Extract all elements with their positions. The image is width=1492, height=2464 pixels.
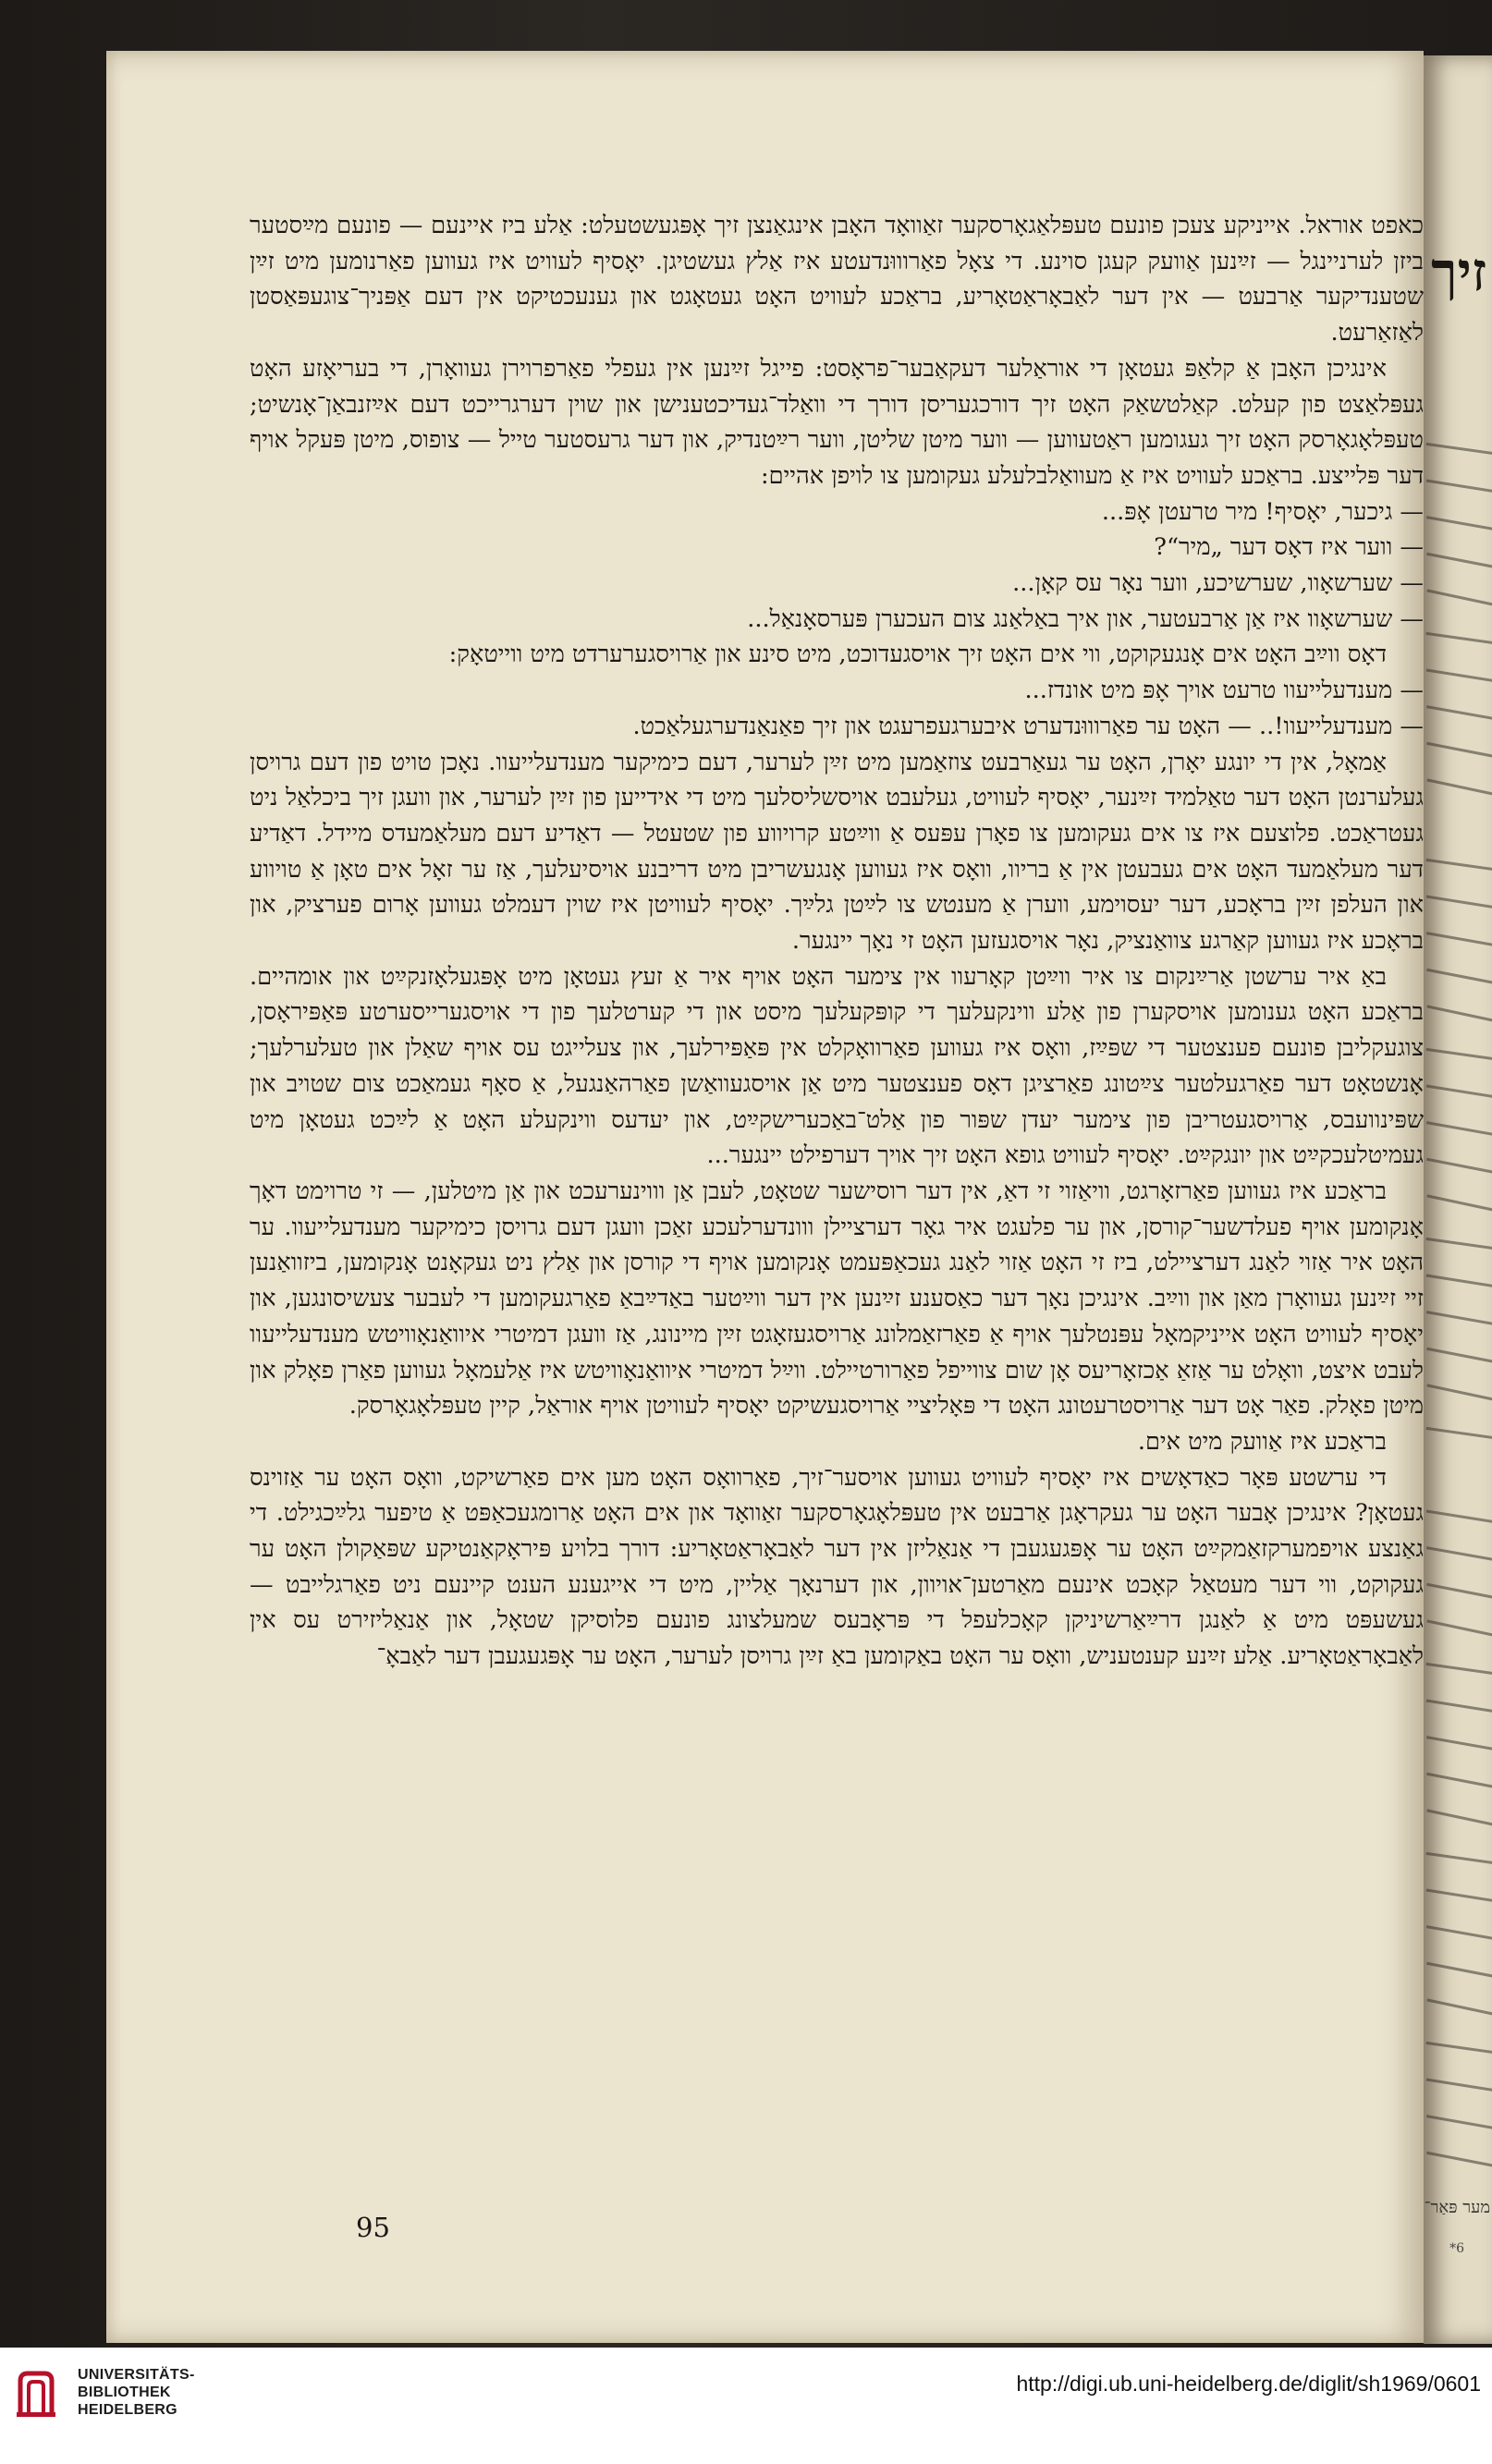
next-page-text-line bbox=[1426, 1158, 1492, 1175]
next-page-text-line bbox=[1426, 1384, 1492, 1402]
next-page-text-line bbox=[1426, 2079, 1492, 2092]
next-page-text-line bbox=[1426, 1085, 1492, 1099]
next-page-text-line bbox=[1426, 2152, 1492, 2168]
next-page-text-line bbox=[1426, 1889, 1492, 1903]
next-page-text-line bbox=[1426, 1048, 1492, 1061]
next-page-text-line bbox=[1426, 589, 1492, 607]
next-page-text-line bbox=[1426, 1510, 1492, 1524]
next-page-text-line bbox=[1426, 705, 1492, 721]
next-page-text-line bbox=[1426, 632, 1492, 645]
next-page-text-line bbox=[1426, 1121, 1492, 1137]
next-page-text-line bbox=[1426, 1809, 1492, 1827]
next-page-number: 6* bbox=[1449, 2241, 1464, 2256]
paragraph: כאפט אוראל. אייניקע צעכן פונעם טעפּלאַגאָרסקער זאַוואָד האָבן אינגאַנצן זיך אָפּגעשטעלט: אַלע ביז איינעם — פונעם מײַסטער ביזן לערניינגל — זײַנען אַוועק קעגן סוינע. די צאָל פאַרוווּנדעטע איז אַלץ געשטיגן. יאָסיף לעוויט איז געווען פאַרנומען מיט זײַן שטענדיקער אַרבעט — אין דער לאַבאָראַטאָריע, בראַכע לעוויט האָט געטאָגט און גענעכטיקט אין דעם אַפּניך־צוגעפּאַסטן לאַזאַרעט. bbox=[250, 212, 1424, 348]
library-name-line-2: BIBLIOTHEK bbox=[78, 2385, 171, 2400]
next-page-text-line bbox=[1426, 1700, 1492, 1714]
body-text bbox=[250, 208, 1424, 1675]
next-page-text-line bbox=[1426, 1275, 1492, 1288]
next-page-text-line bbox=[1426, 1619, 1492, 1638]
next-page-text-line bbox=[1426, 1005, 1492, 1023]
paragraph: בראַכע איז געווען פאַרזאָרגט, וויאַזוי זי דאַ, אין דער רוסישער שטאָט, לעבן אַן וווינערעכט און אַן מיטלען, — זי טרוימט דאָך אָנקומען אויף פעלדשער־קורסן, און ער פלעגט איר גאָר דערציילן ווונדערלעכע זאַכן וועגן דעם גרויסן כימיקער מענדעלייעוו. ער האָט איר אַזוי לאַנג דערציילט, ביז זי האָט אַזוי לאַנג געכאַפּעמט אָנקומען אויף די קורסן און אַלץ ניט געקאָנט אָנקומען, ביזוואַנען זיי זײַנען געוואָרן מאַן און ווײַב. אינגיכן נאָך דער כאַסענע זײַנען אין דער ווײַטער באַדײַבאַ פאַרגעקומען די לעבער צעשיסונגען, און יאָסיף לעוויט האָט אייניקמאָל עפּנטלעך אויף אַ פאַרזאַמלונג אַרויסגעזאָגט זײַן מיינונג, אַז וועגן דמיטרי איוואַנאָוויטש מענדעלייעוו לעבט איצט, וואָלט ער אַזאַ אַכזאָריעס אָן שום צווייפל פאַרורטיילט. ווײַל דמיטרי איוואַנאָוויטש איז אַלעמאָל געווען פאַרן פאָלק און מיטן פאָלק. פאַר אָט דער אַרויסטרעטונג האָט די פּאָליציי אַרויסגעשיקט יאָסיף לעוויטן אויף אוראַל, קיין טעפּלאָגאָרסק. bbox=[250, 1177, 1424, 1421]
next-page-bottom-text: מער פּאַר־ bbox=[1424, 2198, 1490, 2217]
next-page-text-line bbox=[1426, 516, 1492, 531]
next-page-text-line bbox=[1426, 1663, 1492, 1676]
footer-bar bbox=[0, 2348, 1492, 2464]
university-library-logo bbox=[13, 2368, 59, 2420]
next-page-text-line bbox=[1426, 932, 1492, 947]
next-page-fragment bbox=[1424, 55, 1492, 2344]
next-page-text-line bbox=[1426, 1546, 1492, 1562]
next-page-text-line bbox=[1426, 1311, 1492, 1326]
next-page-text-line bbox=[1426, 1773, 1492, 1789]
book-page bbox=[106, 51, 1424, 2343]
dialogue-line: — מענדעלייעוו טרעט אויך אָפּ מיט אונדז... bbox=[1024, 677, 1424, 705]
library-name-line-1: UNIVERSITÄTS- bbox=[78, 2367, 195, 2383]
next-page-text-line bbox=[1426, 669, 1492, 683]
next-page-text-line bbox=[1426, 859, 1492, 872]
next-page-text-line bbox=[1426, 1998, 1492, 2017]
dialogue-line: — מענדעלייעוו!.. — האָט ער פאַרוווּנדערט איבערגעפרעגט און זיך פאַנאַנדערגעלאַכט. bbox=[632, 712, 1424, 740]
paragraph: באַ איר ערשטן אַרײַנקום צו איר ווײַטן קאָרעוו אין צימער האָט אויף איר אַ זעץ געטאָן מיט אָפּגעלאָזנקײַט און אומהיים. בראַכע האָט גענומען אויסקערן פון אַלע ווינקעלעך די קופּקעלעך מיסט און די קערטלעך פון די אויסגערייסערטע פּאַפּיראָסן, צוגעקליבן פונעם פענצטער די שפּײַז, וואָס איז געווען פאַרוואָקלט אין פּאַפּירלעך, און צעלייגט עס אויף שאַלן און טעלערלעך; אָנשטאָט דער פאַרגעלטער צײַטונג פאַרציגן דאָס פענצטער מיט אַן אויסגעוואַשן פאַרהאַנגעל, אַ סאָף געמאַכט צום שטויב און שפּינוועבס, אַרויסגעטריבן פון צימער יעדן שפּור פון אַלט־באַכערישקײַט, און יעדעס ווינקעלע האָט אַ לײַכט געטאָן מיט געמיטלעכקײַט און יונגקײַט. יאָסיף לעוויט גופא האָט זיך אויך דערפילט יינגער... bbox=[250, 962, 1424, 1170]
next-page-text-line bbox=[1426, 1736, 1492, 1751]
next-page-text-line bbox=[1426, 1348, 1492, 1364]
next-page-text-line bbox=[1426, 553, 1492, 569]
next-page-text-line bbox=[1426, 2115, 1492, 2130]
dialogue-line: — גיכער, יאָסיף! מיר טרעטן אָפּ... bbox=[1101, 497, 1424, 526]
paragraph: בראַכע איז אַוועק מיט אים. bbox=[1137, 1427, 1387, 1456]
next-page-text-line bbox=[1426, 969, 1492, 985]
next-page-text-line bbox=[1426, 1852, 1492, 1865]
next-page-text-line bbox=[1426, 778, 1492, 797]
paragraph: דאָס ווײַב האָט אים אָנגעקוקט, ווי אים האָט זיך אויסגעדוכט, מיט סינע און אַרויסגערערדט מיט ווייטאָק: bbox=[448, 640, 1387, 669]
dialogue-line: — שערשאָוו איז אַן אַרבעטער, און איך באַלאַנג צום העכערן פּערסאָנאַל... bbox=[747, 604, 1424, 633]
library-name-line-3: HEIDELBERG bbox=[78, 2402, 177, 2418]
permalink-url[interactable]: http://digi.ub.uni-heidelberg.de/diglit/sh1969/0601 bbox=[1016, 2372, 1481, 2396]
next-page-text-line bbox=[1426, 1925, 1492, 1941]
paragraph: אַמאָל, אין די יונגע יאָרן, האָט ער געאַרבעט צוזאַמען מיט זײַן לערער, דעם כימיקער מענדעלייעוו. נאָכן טויט פון דעם גרויסן געלערנטן האָט דער טאַלמיד זײַנער, יאָסיף לעוויט, געלעבט אויסשליסלעך מיט די אידייען פון זײַן לערער, און וועגן זיך ביכלאַל ניט געטראַכט. פלוצעם איז צו אים געקומען צו פאָרן עפּעס אַ ווײַטע קרויווע פון שטעטל — דאַדיע דעם מעלאַמעדס מיידל. דאַדיע דער מעלאַמעד האָט אים געבעטן אין אַ בריוו, וואָס איז געווען אָנגעשריבן מיט דריבנע אויסיעלעך, אַז ער זאָל אים טאָן אַ טויווע און העלפן זײַן בראָכע, דער יעסוימע, ווערן אַ מענטש צו לײַטן גלײַך. יאָסיף לעוויטן איז שוין דעמלט געווען אָרום פערציק, און בראָכע איז געווען קאַרגע צוואַנציק, נאָר אויסגעזען האָט זי נאָך יינגער. bbox=[250, 748, 1424, 956]
dialogue-line: — ווער איז דאָס דער „מיר“? bbox=[1154, 533, 1424, 562]
next-page-text-line bbox=[1426, 1194, 1492, 1213]
next-page-text-line bbox=[1426, 1583, 1492, 1600]
paragraph: אינגיכן האָבן אַ קלאַפּ געטאָן די אוראַלער דעקאַבער־פראָסט: פייגל זײַנען אין געפלי פאַרפרוירן געוואָרן, די בעריאָזע האָט געפּלאַצט פון קעלט. קאַלטשאַק האָט זיך דורכגעריסן דורך די וואַלד־געדיכטענישן און שוין דערגרייכט דעם אײַזנבאַן־אָנשיט; טעפּלאָגאָרסק האָט זיך געגומען ראַטעווען — ווער מיטן שליטן, ווער רײַטנדיק, און דער גרעסטער טייל — צופוס, מיטן פּעקל אויף דער פּלייצע. בראַכע לעוויט איז אַ מעוואַלבלעלע געקומען צו לויפן אהיים: bbox=[250, 354, 1424, 490]
dialogue-line: — שערשאָוו, שערשיכע, ווער נאָר עס קאָן... bbox=[1012, 569, 1424, 598]
page-number: 95 bbox=[356, 2212, 390, 2243]
next-page-text-line bbox=[1426, 896, 1492, 909]
next-page-text-line bbox=[1426, 742, 1492, 759]
next-page-text-line bbox=[1426, 443, 1492, 456]
next-page-text-line bbox=[1426, 2042, 1492, 2055]
next-page-text-line bbox=[1426, 1238, 1492, 1250]
next-page-heading: זיך bbox=[1431, 240, 1486, 303]
library-name bbox=[78, 2366, 195, 2419]
next-page-text-line bbox=[1426, 1962, 1492, 1979]
paragraph: די ערשטע פּאָר כאַדאָשים איז יאָסיף לעוויט געווען אויסער־זיך, פאַרוואָס האָט מען אים פאַרשיקט, וואָס האָט ער אַזוינס געטאָן? אינגיכן אָבער האָט ער געקראָגן אַרבעט אין טעפּלאָגאָרסקער זאַוואָד און אים האָט אַרומגעכאַפּט אַ טיפער גלײַכגילט. די גאַנצע אויפמערקזאַמקײַט האָט ער אָפּגעגעבן די אַנאַליזן אין דער לאַבאָראַטאָריע: דורך בלויע פּיראָקאַנטיקע שפּאַקולן האָט ער געקוקט, ווי דער מעטאַל קאָכט אינעם מאַרטען־אויוון, און דערנאָך אַליין, מיט די אייגענע הענט קיינעם ניט פאַרגלייבט — געשעפּט מיט אַ לאַנגן דרײַאַרשיניקן קאָכלעפל די פּראָבעס שמעלצונג פונעם פלוסיקן שטאָל, און אַנאַליזירט עס אין לאַבאָראַטאָריע. אַלע זײַנע קענטעניש, וואָס ער האָט באַקומען באַ זײַן גרויסן לערער, האָט ער אָפּגעגעבן דער לאַבאָ־ bbox=[250, 1463, 1424, 1671]
next-page-text-line bbox=[1426, 480, 1492, 494]
next-page-text-line bbox=[1426, 1427, 1492, 1440]
